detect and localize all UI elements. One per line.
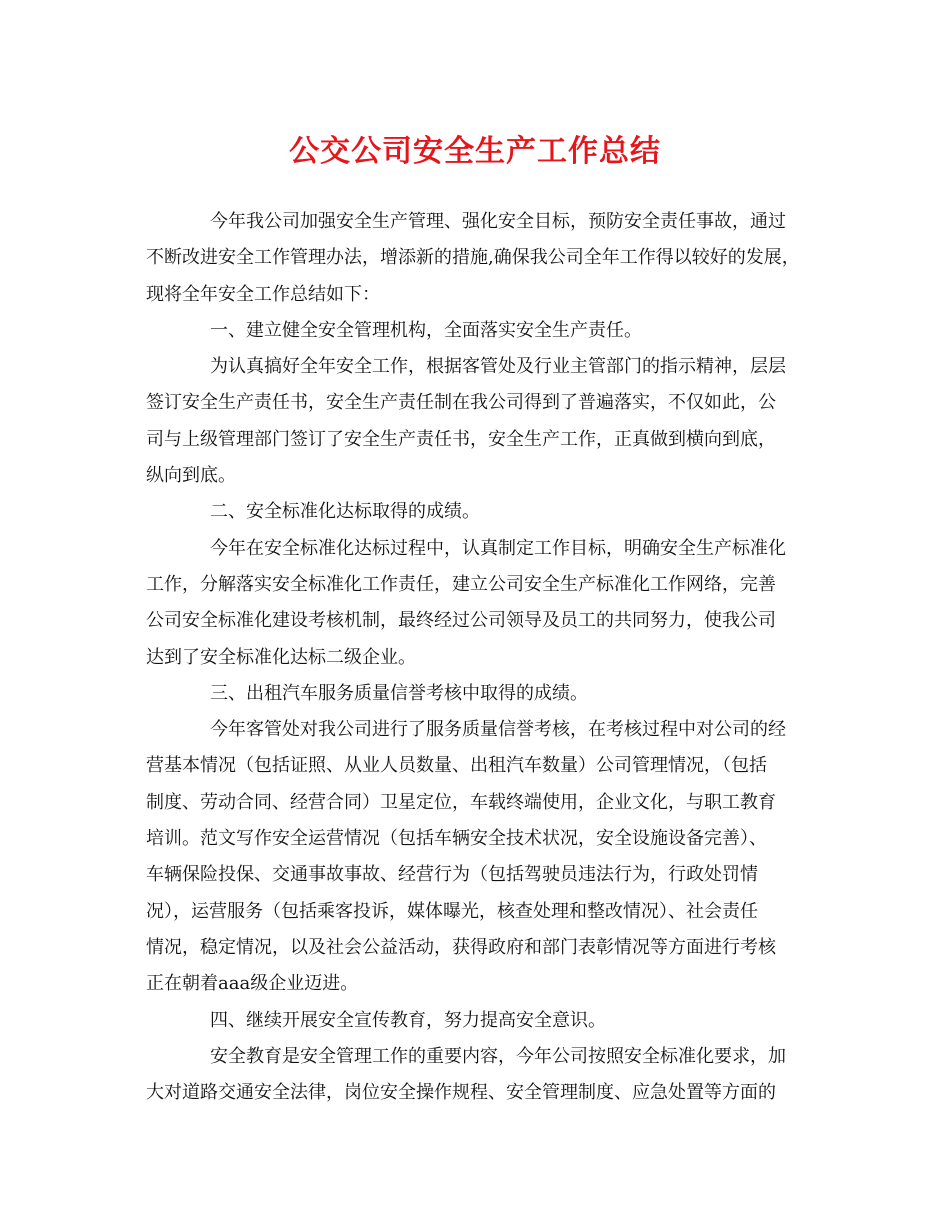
text-line: 司与上级管理部门签订了安全生产责任书，安全生产工作，正真做到横向到底， bbox=[146, 428, 776, 450]
text-line: 情况，稳定情况，以及社会公益活动，获得政府和部门表彰情况等方面进行考核 bbox=[146, 936, 776, 958]
text-line: 为认真搞好全年安全工作，根据客管处及行业主管部门的指示精神，层层 bbox=[210, 356, 786, 378]
text-line: 今年在安全标准化达标过程中，认真制定工作目标，明确安全生产标准化 bbox=[210, 537, 786, 559]
document-body bbox=[146, 204, 812, 1111]
text-line: 况），运营服务（包括乘客投诉，媒体曝光，核查处理和整改情况）、社会责任 bbox=[146, 900, 758, 922]
text-line: 二、安全标准化达标取得的成绩。 bbox=[210, 501, 480, 523]
text-line: 培训。范文写作安全运营情况（包括车辆安全技术状况，安全设施设备完善）、 bbox=[146, 828, 767, 850]
document-title: 公交公司安全生产工作总结 bbox=[289, 134, 661, 169]
text-line: 制度、劳动合同、经营合同）卫星定位，车载终端使用，企业文化，与职工教育 bbox=[146, 791, 776, 813]
text-line: 纵向到底。 bbox=[146, 465, 236, 487]
text-line: 四、继续开展安全宣传教育，努力提高安全意识。 bbox=[210, 1009, 606, 1031]
text-line: 今年我公司加强安全生产管理、强化安全目标，预防安全责任事故，通过 bbox=[210, 211, 786, 232]
text-line: 营基本情况（包括证照、从业人员数量、出租汽车数量）公司管理情况，（包括 bbox=[146, 755, 767, 777]
text-line: 签订安全生产责任书，安全生产责任制在我公司得到了普遍落实，不仅如此，公 bbox=[146, 392, 776, 414]
text-line: 正在朝着aaa级企业迈进。 bbox=[146, 973, 359, 995]
text-line: 不断改进安全工作管理办法，增添新的措施,确保我公司全年工作得以较好的发展， bbox=[146, 247, 800, 269]
text-line: 一、建立健全安全管理机构，全面落实安全生产责任。 bbox=[210, 319, 642, 341]
text-line: 今年客管处对我公司进行了服务质量信誉考核，在考核过程中对公司的经 bbox=[210, 719, 786, 741]
text-line: 工作，分解落实安全标准化工作责任，建立公司安全生产标准化工作网络，完善 bbox=[146, 573, 776, 595]
text-line: 现将全年安全工作总结如下： bbox=[146, 283, 380, 305]
text-line: 安全教育是安全管理工作的重要内容，今年公司按照安全标准化要求，加 bbox=[210, 1045, 786, 1067]
text-line: 大对道路交通安全法律，岗位安全操作规程、安全管理制度、应急处置等方面的 bbox=[146, 1082, 776, 1104]
text-line: 三、出租汽车服务质量信誉考核中取得的成绩。 bbox=[210, 682, 588, 704]
text-line: 车辆保险投保、交通事故事故、经营行为（包括驾驶员违法行为，行政处罚情 bbox=[146, 864, 758, 886]
text-line: 达到了安全标准化达标二级企业。 bbox=[146, 646, 416, 668]
text-line: 公司安全标准化建设考核机制，最终经过公司领导及员工的共同努力，使我公司 bbox=[146, 610, 776, 632]
